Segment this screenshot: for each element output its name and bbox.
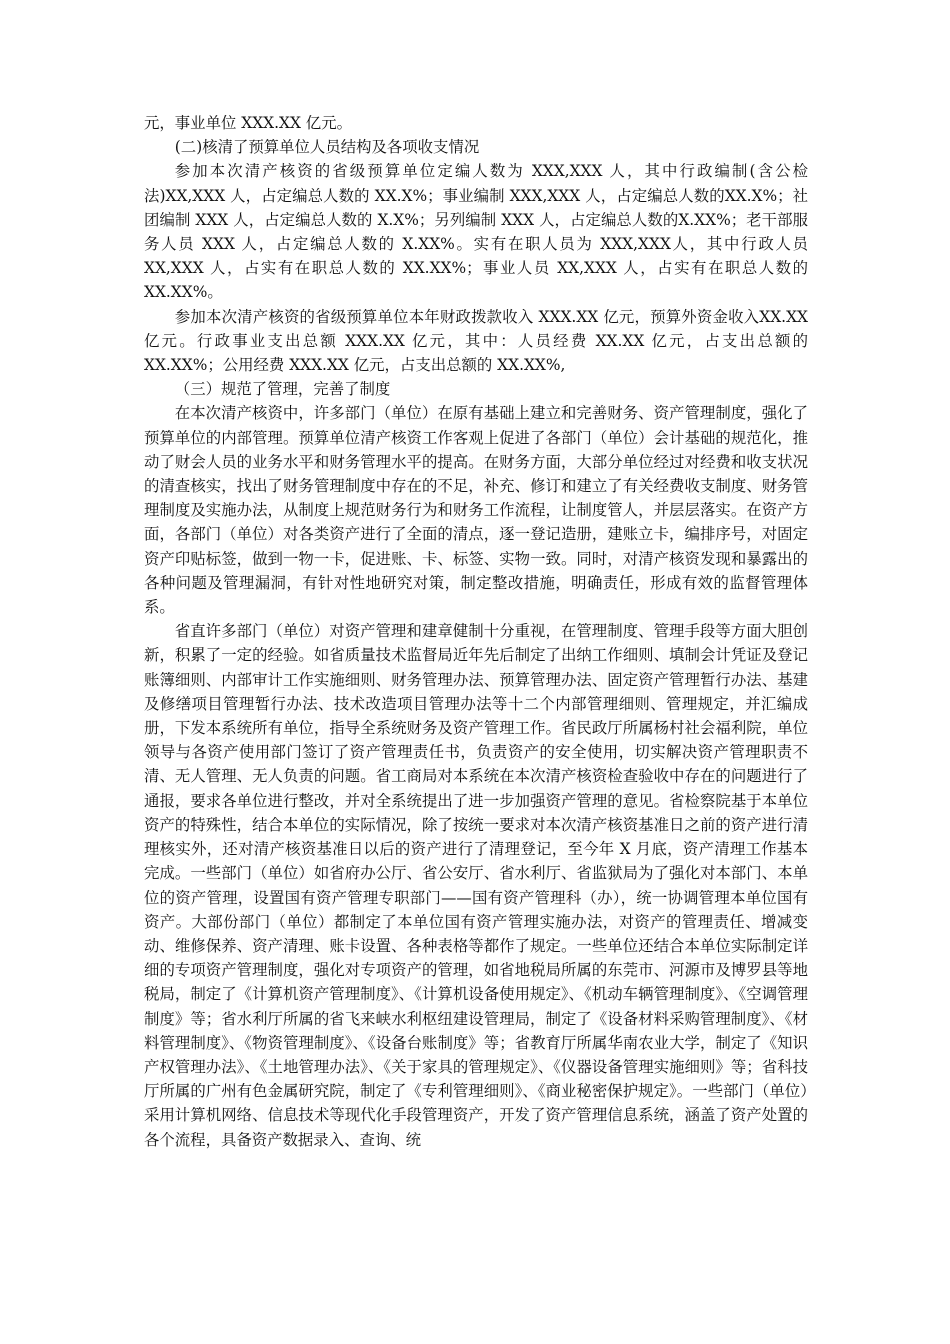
- section-heading-personnel: (二)核清了预算单位人员结构及各项收支情况: [174, 138, 480, 157]
- document-page: [144, 111, 808, 1152]
- section-heading-management: （三）规范了管理，完善了制度: [174, 380, 391, 399]
- paragraph-staffing: 参加本次清产核资的省级预算单位定编人数为 XXX,XXX 人，其中行政编制(含公检法)XX,XXX 人，占定编总人数的 XX.X%；事业编制 XXX,XXX 人，占定编总人数的XX.X%；社团编制 XXX 人，占定编总人数的 X.X%；另列编制 XXX 人，占定编总人数的X.XX%；老干部服务人员 XXX 人，占定编总人数的 X.XX%。实有在职人员为 XXX,XXX人，其中行政人员 XX,XXX 人，占实有在职总人数的 XX.XX%；事业人员 XX,XXX 人，占实有在职总人数的 XX.XX%。: [144, 162, 808, 302]
- paragraph-income-expenditure: 参加本次清产核资的省级预算单位本年财政拨款收入 XXX.XX 亿元，预算外资金收入XX.XX 亿元。行政事业支出总额 XXX.XX 亿元，其中：人员经费 XX.XX 亿元，占支出总额的 XX.XX%；公用经费 XXX.XX 亿元，占支出总额的 XX.XX%,: [144, 307, 808, 375]
- paragraph-continuation: 元，事业单位 XXX.XX 亿元。: [144, 114, 352, 132]
- paragraph-department-examples: 省直许多部门（单位）对资产管理和建章健制十分重视，在管理制度、管理手段等方面大胆创新，积累了一定的经验。如省质量技术监督局近年先后制定了出纳工作细则、填制会计凭证及登记账簿细则、内部审计工作实施细则、财务管理办法、预算管理办法、固定资产管理暂行办法、基建及修缮项目管理暂行办法、技术改造项目管理办法等十二个内部管理细则、管理规定，并汇编成册，下发本系统所有单位，指导全系统财务及资产管理工作。省民政厅所属杨村社会福利院，单位领导与各资产使用部门签订了资产管理责任书，负责资产的安全使用，切实解决资产管理职责不清、无人管理、无人负责的问题。省工商局对本系统在本次清产核资检查验收中存在的问题进行了通报，要求各单位进行整改，并对全系统提出了进一步加强资产管理的意见。省检察院基于本单位资产的特殊性，结合本单位的实际情况，除了按统一要求对本次清产核资基准日之前的资产进行清理核实外，还对清产核资基准日以后的资产进行了清理登记，至今年 X 月底，资产清理工作基本完成。一些部门（单位）如省府办公厅、省公安厅、省水利厅、省监狱局为了强化对本部门、本单位的资产管理，设置国有资产管理专职部门——国有资产管理科（办），统一协调管理本单位国有资产。大部份部门（单位）都制定了本单位国有资产管理实施办法，对资产的管理责任、增减变动、维修保养、资产清理、账卡设置、各种表格等都作了规定。一些单位还结合本单位实际制定详细的专项资产管理制度，强化对专项资产的管理，如省地税局所属的东莞市、河源市及博罗县等地税局，制定了《计算机资产管理制度》、《计算机设备使用规定》、《机动车辆管理制度》、《空调管理制度》等；省水利厅所属的省飞来峡水利枢纽建设管理局，制定了《设备材料采购管理制度》、《材料管理制度》、《物资管理制度》、《设备台账制度》等；省教育厅所属华南农业大学，制定了《知识产权管理办法》、《土地管理办法》、《关于家具的管理规定》、《仪器设备管理实施细则》等；省科技厅所属的广州有色金属研究院，制定了《专利管理细则》、《商业秘密保护规定》。一些部门（单位）采用计算机网络、信息技术等现代化手段管理资产，开发了资产管理信息系统，涵盖了资产处置的各个流程，具备资产数据录入、查询、统: [144, 622, 808, 1149]
- paragraph-management-system: 在本次清产核资中，许多部门（单位）在原有基础上建立和完善财务、资产管理制度，强化了预算单位的内部管理。预算单位清产核资工作客观上促进了各部门（单位）会计基础的规范化，推动了财会人员的业务水平和财务管理水平的提高。在财务方面，大部分单位经过对经费和收支状况的清查核实，找出了财务管理制度中存在的不足，补充、修订和建立了有关经费收支制度、财务管理制度及实施办法，从制度上规范财务行为和财务工作流程，让制度管人，并层层落实。在资产方面，各部门（单位）对各类资产进行了全面的清点，逐一登记造册，建账立卡，编排序号，对固定资产印贴标签，做到一物一卡，促进账、卡、标签、实物一致。同时，对清产核资发现和暴露出的各种问题及管理漏洞，有针对性地研究对策，制定整改措施，明确责任，形成有效的监督管理体系。: [144, 404, 808, 617]
